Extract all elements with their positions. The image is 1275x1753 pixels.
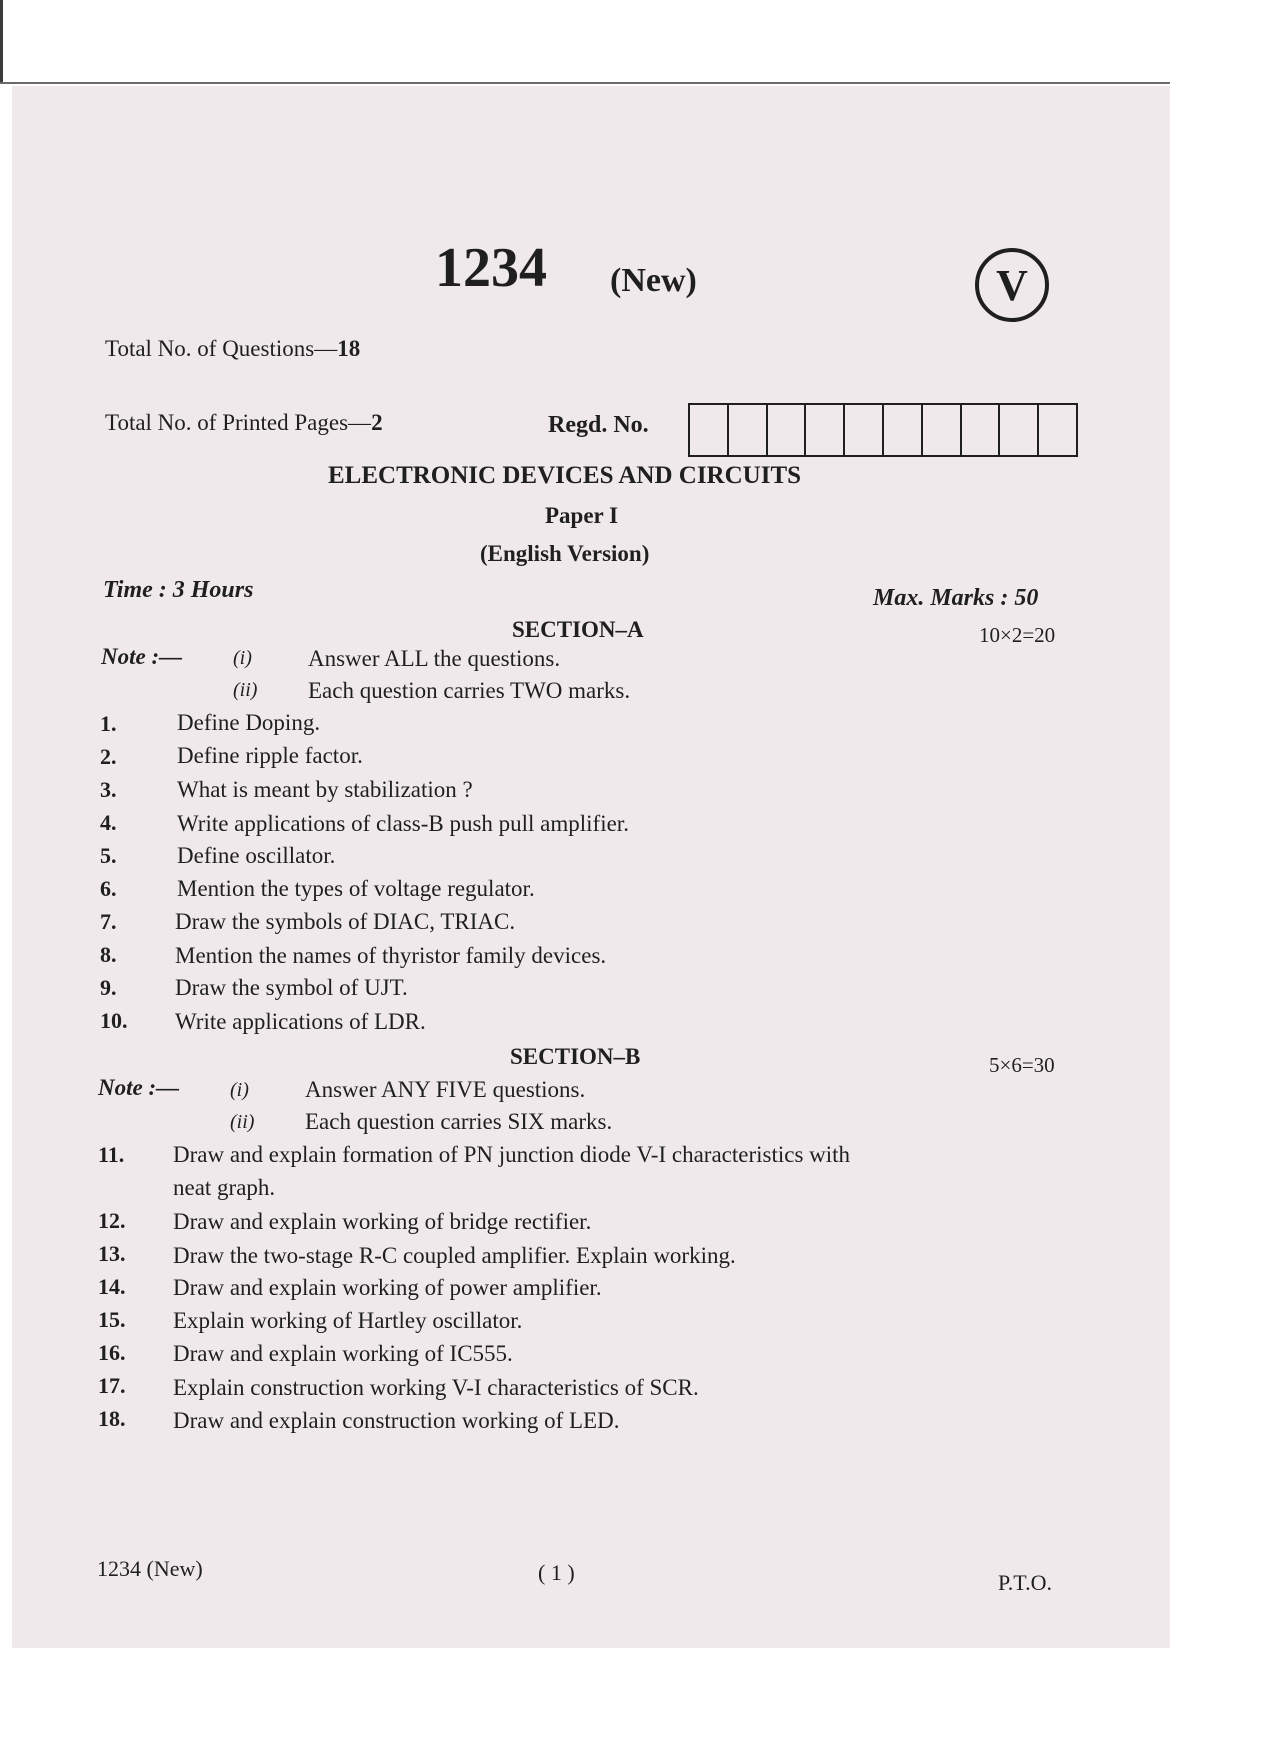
question-number: 13. [98, 1241, 126, 1266]
question-text: Draw and explain working of power amplifier. [173, 1275, 602, 1300]
regd-digit-box[interactable] [1000, 405, 1039, 455]
question-text: Write applications of LDR. [175, 1009, 426, 1034]
section-b-marks: 5×6=30 [989, 1053, 1055, 1077]
question-number: 3. [100, 777, 117, 802]
question-number: 7. [100, 909, 117, 934]
regd-digit-box[interactable] [729, 405, 768, 455]
subject-title: ELECTRONIC DEVICES AND CIRCUITS [328, 462, 802, 489]
regd-digit-box[interactable] [1039, 405, 1076, 455]
question-number: 2. [100, 744, 117, 769]
total-questions [105, 336, 360, 362]
total-pages-label: Total No. of Printed Pages— [105, 410, 372, 435]
question-text: Draw the symbol of UJT. [175, 975, 408, 1000]
section-a-note-label: Note :— [101, 644, 183, 669]
version-mark: V [975, 248, 1049, 322]
section-a-note-num: (i) [233, 647, 252, 669]
section-b-note-text: Each question carries SIX marks. [305, 1109, 613, 1134]
paper-code-suffix: (New) [610, 262, 697, 299]
scan-edge-line [0, 82, 1170, 84]
question-text: Draw and explain construction working of LED. [173, 1408, 620, 1433]
question-text: Define oscillator. [177, 843, 336, 868]
regd-digit-box[interactable] [690, 405, 729, 455]
section-a-note-text: Answer ALL the questions. [308, 646, 561, 671]
question-number: 10. [100, 1008, 128, 1033]
language-version: (English Version) [480, 541, 650, 566]
paper-title: Paper I [545, 503, 619, 528]
regd-digit-box[interactable] [923, 405, 962, 455]
regd-digit-box[interactable] [962, 405, 1001, 455]
section-a-note-num: (ii) [233, 679, 258, 701]
question-text: Mention the types of voltage regulator. [177, 876, 535, 901]
question-text: What is meant by stabilization ? [177, 777, 473, 802]
pto-label: P.T.O. [998, 1570, 1052, 1595]
footer-paper-code: 1234 (New) [97, 1556, 203, 1581]
section-a-marks: 10×2=20 [979, 623, 1056, 647]
question-text: Define Doping. [177, 710, 321, 735]
question-number: 17. [98, 1373, 126, 1398]
regd-digit-box[interactable] [884, 405, 923, 455]
total-pages [105, 410, 383, 436]
question-number: 14. [98, 1274, 126, 1299]
question-text: Explain working of Hartley oscillator. [173, 1308, 523, 1333]
section-b-note-label: Note :— [98, 1075, 180, 1100]
section-b-title: SECTION–B [510, 1044, 641, 1069]
question-number: 6. [100, 876, 117, 901]
question-text: Draw and explain working of bridge rectifier. [173, 1209, 592, 1234]
question-text: Draw and explain working of IC555. [173, 1341, 513, 1366]
question-text: Mention the names of thyristor family devices. [175, 943, 607, 968]
total-questions-label: Total No. of Questions— [105, 336, 338, 361]
regd-no-label: Regd. No. [548, 412, 649, 438]
question-number: 1. [100, 711, 117, 736]
total-questions-value: 18 [337, 336, 361, 361]
section-b-note-num: (ii) [230, 1111, 255, 1133]
section-b-note-text: Answer ANY FIVE questions. [305, 1077, 586, 1102]
page-number: ( 1 ) [538, 1560, 575, 1585]
question-text: Draw and explain formation of PN junction diode V-I characteristics with [173, 1142, 851, 1167]
question-number: 8. [100, 942, 117, 967]
question-number: 9. [100, 975, 117, 1000]
regd-no-boxes[interactable] [688, 403, 1078, 457]
question-text-continued: neat graph. [173, 1175, 276, 1200]
section-b-note-num: (i) [230, 1079, 249, 1101]
question-text: Draw the two-stage R-C coupled amplifier. Explain working. [173, 1243, 736, 1268]
regd-digit-box[interactable] [768, 405, 807, 455]
question-number: 11. [98, 1142, 125, 1167]
section-a-note-text: Each question carries TWO marks. [308, 678, 631, 703]
question-text: Explain construction working V-I characteristics of SCR. [173, 1375, 699, 1400]
question-text: Write applications of class-B push pull amplifier. [177, 811, 629, 836]
question-number: 5. [100, 843, 117, 868]
question-number: 16. [98, 1340, 126, 1365]
question-number: 15. [98, 1307, 126, 1332]
question-number: 18. [98, 1406, 126, 1431]
question-number: 12. [98, 1208, 126, 1233]
question-number: 4. [100, 810, 117, 835]
paper-code: 1234 [435, 237, 547, 299]
total-pages-value: 2 [371, 410, 383, 435]
question-text: Draw the symbols of DIAC, TRIAC. [175, 909, 516, 934]
time-allowed: Time : 3 Hours [103, 577, 254, 603]
scan-border [0, 0, 1275, 82]
scan-edge-mark [0, 0, 3, 84]
section-a-title: SECTION–A [512, 617, 644, 642]
max-marks: Max. Marks : 50 [873, 585, 1039, 611]
regd-digit-box[interactable] [845, 405, 884, 455]
regd-digit-box[interactable] [806, 405, 845, 455]
question-text: Define ripple factor. [177, 743, 363, 768]
